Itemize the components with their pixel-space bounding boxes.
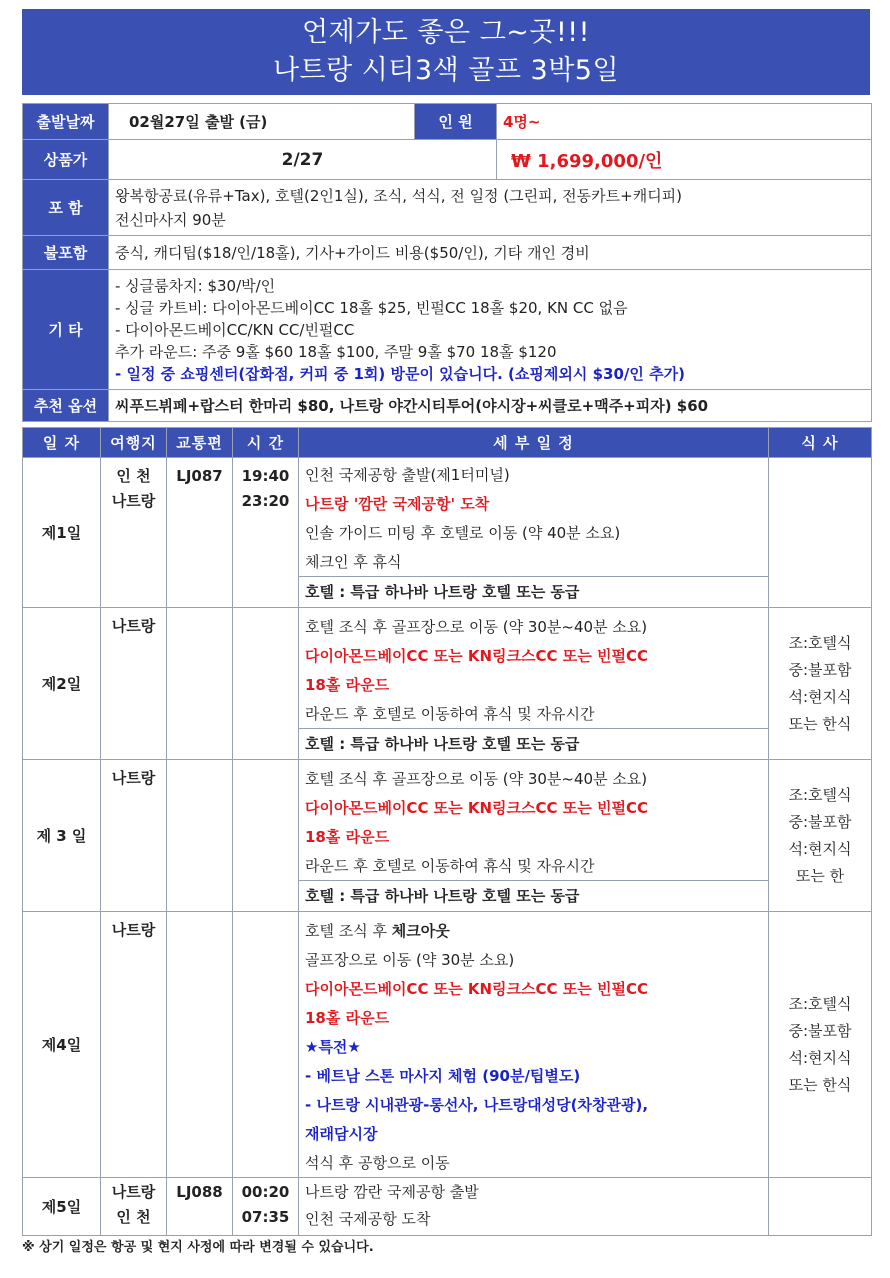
meal-line: 석:현지식 [788, 1048, 852, 1067]
city-name: 인 천 [116, 467, 151, 485]
detail-line: 라운드 후 호텔로 이동하여 휴식 및 자유시간 [305, 705, 595, 723]
people-label: 인 원 [415, 104, 497, 140]
etc-line: - 싱글룸차지: $30/박/인 [115, 276, 276, 295]
price-date: 2/27 [109, 140, 497, 180]
meal-line: 중:불포함 [788, 812, 852, 831]
city-name: 나트랑 [101, 608, 167, 760]
time-value: 00:20 [241, 1183, 290, 1201]
include-line1: 왕복항공료(유류+Tax), 호텔(2인1실), 조식, 석식, 전 일정 (그린피, 전동카트+캐디피) [115, 186, 683, 205]
day-label: 제5일 [23, 1178, 101, 1236]
hotel-line: 호텔 : 특급 하나바 나트랑 호텔 또는 동급 [299, 728, 768, 759]
detail-cell [299, 458, 769, 608]
detail-line: 나트랑 깜란 국제공항 출발 [305, 1183, 479, 1201]
table-row [23, 458, 872, 608]
detail-cell [299, 760, 769, 912]
city-name: 인 천 [116, 1208, 151, 1226]
detail-line-highlight: 다이아몬드베이CC 또는 KN링크스CC 또는 빈펄CC [305, 799, 648, 817]
header-transport: 교통편 [167, 428, 233, 458]
meal-line: 석:현지식 [788, 687, 852, 706]
detail-text: 호텔 조식 후 [305, 922, 392, 940]
etc-line: - 다이아몬드베이CC/KN CC/빈펄CC [115, 320, 355, 339]
time-value: 07:35 [241, 1208, 290, 1226]
hotel-line: 호텔 : 특급 하나바 나트랑 호텔 또는 동급 [299, 576, 768, 607]
detail-line-highlight: 18홀 라운드 [305, 676, 390, 694]
flight-number [167, 608, 233, 760]
detail-line: 골프장으로 이동 (약 30분 소요) [305, 951, 515, 969]
meal-line: 중:불포함 [788, 660, 852, 679]
day-label: 제4일 [23, 912, 101, 1178]
city-name: 나트랑 [101, 760, 167, 912]
city-name: 나트랑 [111, 1183, 156, 1201]
detail-line: 호텔 조식 후 골프장으로 이동 (약 30분~40분 소요) [305, 618, 648, 636]
time-cell [233, 912, 299, 1178]
include-line2: 전신마사지 90분 [115, 210, 226, 229]
city-cell [101, 458, 167, 608]
flight-number [167, 760, 233, 912]
city-cell [101, 1178, 167, 1236]
meal-cell [769, 458, 872, 608]
banner-line2: 나트랑 시티3색 골프 3박5일 [272, 55, 620, 86]
meal-line: 중:불포함 [788, 1021, 852, 1040]
exclude-value: 중식, 캐디팁($18/인/18홀), 기사+가이드 비용($50/인), 기타 개인 경비 [109, 236, 872, 270]
city-name: 나트랑 [111, 492, 156, 510]
checkout-text: 체크아웃 [391, 922, 450, 940]
time-cell [233, 608, 299, 760]
special-line: - 베트남 스톤 마사지 체험 (90분/팁별도) [305, 1067, 581, 1085]
depart-label: 출발날짜 [23, 104, 109, 140]
day-label: 제1일 [23, 458, 101, 608]
meal-cell [769, 608, 872, 760]
etc-value [109, 270, 872, 390]
detail-line: 체크인 후 휴식 [305, 553, 402, 571]
hotel-line: 호텔 : 특급 하나바 나트랑 호텔 또는 동급 [299, 880, 768, 911]
meal-line: 조:호텔식 [788, 994, 852, 1013]
schedule-table [22, 427, 872, 1236]
etc-line: - 싱글 카트비: 다이아몬드베이CC 18홀 $25, 빈펄CC 18홀 $20, KN CC 없음 [115, 298, 628, 317]
meal-cell [769, 1178, 872, 1236]
time-cell [233, 1178, 299, 1236]
meal-line: 조:호텔식 [788, 785, 852, 804]
day-label: 제2일 [23, 608, 101, 760]
etc-shopping-note: - 일정 중 쇼핑센터(잡화점, 커피 중 1회) 방문이 있습니다. (쇼핑제외시 $30/인 추가) [115, 364, 685, 383]
people-value: 4명~ [497, 104, 872, 140]
detail-line-highlight: 18홀 라운드 [305, 828, 390, 846]
meal-line: 또는 한식 [788, 714, 852, 733]
etc-label: 기 타 [23, 270, 109, 390]
price-label: 상품가 [23, 140, 109, 180]
special-line: 재래담시장 [305, 1125, 378, 1143]
option-label: 추천 옵션 [23, 390, 109, 422]
meal-line: 또는 한 [795, 866, 845, 885]
day-label: 제 3 일 [23, 760, 101, 912]
detail-line: 인천 국제공항 출발(제1터미널) [305, 466, 510, 484]
etc-line: 추가 라운드: 주중 9홀 $60 18홀 $100, 주말 9홀 $70 18홀 $120 [115, 342, 557, 361]
table-row [23, 1178, 872, 1236]
header-meal: 식 사 [769, 428, 872, 458]
detail-line: 인솔 가이드 미팅 후 호텔로 이동 (약 40분 소요) [305, 524, 621, 542]
detail-cell [299, 608, 769, 760]
detail-line: 라운드 후 호텔로 이동하여 휴식 및 자유시간 [305, 857, 595, 875]
city-name: 나트랑 [101, 912, 167, 1178]
flight-number: LJ087 [167, 458, 233, 608]
time-cell [233, 760, 299, 912]
include-label: 포 함 [23, 180, 109, 236]
title-banner [22, 9, 870, 95]
meal-line: 조:호텔식 [788, 633, 852, 652]
meal-cell [769, 760, 872, 912]
info-table [22, 103, 872, 422]
banner-line1: 언제가도 좋은 그~곳!!! [302, 17, 590, 48]
detail-line-highlight: 나트랑 '깜란 국제공항' 도착 [305, 495, 490, 513]
flight-number: LJ088 [167, 1178, 233, 1236]
table-row [23, 608, 872, 760]
header-time: 시 간 [233, 428, 299, 458]
header-detail: 세 부 일 정 [299, 428, 769, 458]
header-city: 여행지 [101, 428, 167, 458]
detail-line: 인천 국제공항 도착 [305, 1210, 431, 1228]
time-cell [233, 458, 299, 608]
detail-line: 호텔 조식 후 골프장으로 이동 (약 30분~40분 소요) [305, 770, 648, 788]
meal-line: 석:현지식 [788, 839, 852, 858]
include-value [109, 180, 872, 236]
detail-cell [299, 1178, 769, 1236]
option-value: 씨푸드뷔페+랍스터 한마리 $80, 나트랑 야간시티투어(야시장+씨클로+맥주+피자) $60 [109, 390, 872, 422]
table-row [23, 760, 872, 912]
detail-cell [299, 912, 769, 1178]
special-line: - 나트랑 시내관광-롱선사, 나트랑대성당(차창관광), [305, 1096, 649, 1114]
exclude-label: 불포함 [23, 236, 109, 270]
time-value: 19:40 [241, 467, 290, 485]
meal-line: 또는 한식 [788, 1075, 852, 1094]
detail-line-highlight: 18홀 라운드 [305, 1009, 390, 1027]
meal-cell [769, 912, 872, 1178]
time-value: 23:20 [241, 492, 290, 510]
detail-line-highlight: 다이아몬드베이CC 또는 KN링크스CC 또는 빈펄CC [305, 647, 648, 665]
depart-value: 02월27일 출발 (금) [109, 104, 415, 140]
detail-line-highlight: 다이아몬드베이CC 또는 KN링크스CC 또는 빈펄CC [305, 980, 648, 998]
detail-line [299, 912, 768, 945]
header-day: 일 자 [23, 428, 101, 458]
detail-line: 석식 후 공항으로 이동 [305, 1154, 450, 1172]
special-title: ★특전★ [305, 1038, 361, 1056]
table-row [23, 912, 872, 1178]
footer-note: ※ 상기 일정은 항공 및 현지 사정에 따라 변경될 수 있습니다. [22, 1240, 374, 1255]
price-value: ₩ 1,699,000/인 [497, 140, 872, 180]
flight-number [167, 912, 233, 1178]
